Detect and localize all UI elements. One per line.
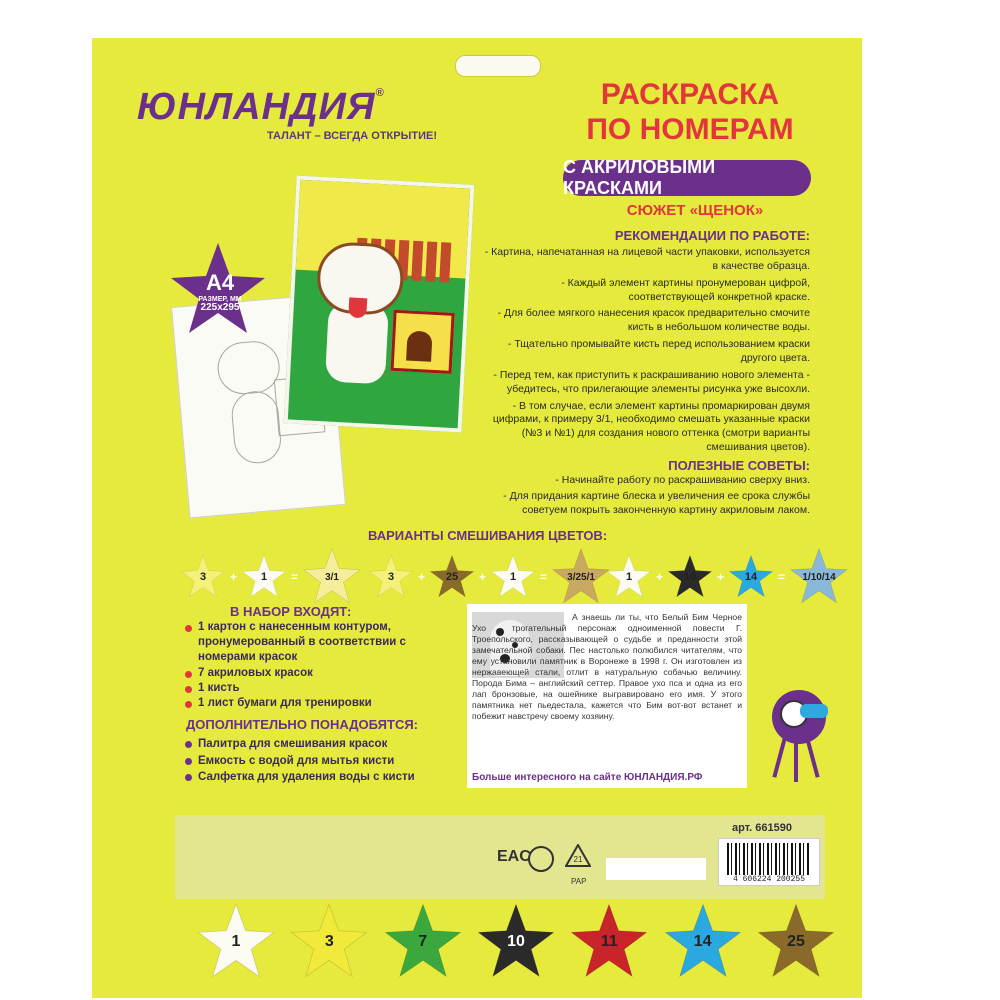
list-item: 7 акриловых красок	[185, 666, 465, 681]
mix-result-star	[789, 547, 849, 607]
recycle-code: 21	[573, 855, 583, 864]
title-line-1: РАСКРАСКА	[600, 78, 780, 111]
equals-sign: =	[540, 570, 548, 584]
list-item: - Тщательно промывайте кисть перед использованием краски другого цвета.	[507, 338, 810, 365]
recycle-icon	[565, 844, 591, 868]
paint-star	[196, 902, 276, 982]
list-item: - Для придания картине блеска и увеличения ее срока службы советуем покрыть законченную картину акриловым лаком.	[503, 489, 810, 516]
mix-result-star	[551, 547, 611, 607]
paint-star	[383, 902, 463, 982]
colored-sample-card	[284, 176, 475, 433]
star-number: 3	[387, 571, 395, 583]
blank-label-box	[606, 858, 706, 880]
age-warning-icon	[528, 846, 554, 872]
extra-list	[185, 736, 465, 786]
star-number: 14	[744, 571, 758, 583]
website-link[interactable]: Больше интересного на сайте ЮНЛАНДИЯ.РФ	[472, 772, 703, 783]
tips-heading: ПОЛЕЗНЫЕ СОВЕТЫ:	[668, 458, 810, 473]
star-number: 11	[600, 933, 618, 950]
star-number: 10	[507, 933, 525, 950]
format-badge: А4 РАЗМЕР, ММ 225х295	[198, 270, 242, 313]
list-item: - Картина, напечатанная на лицевой части упаковки, используется в качестве образца.	[484, 246, 810, 272]
star-number: 25	[787, 933, 805, 950]
brand-name: ЮНЛАНДИЯ®	[137, 86, 385, 128]
recycle-label: PAP	[571, 877, 587, 886]
mix-part-star	[606, 554, 652, 600]
mascot-character	[766, 676, 834, 796]
star-number: 7	[418, 933, 428, 950]
list-item: - В том случае, если элемент картины промаркирован двумя цифрами, к примеру 3/1, необходимо смешать указанные краски (№3 и №1) для создания нового оттенка (смотри варианты смешивания цветов).	[492, 399, 810, 454]
mix-part-star	[667, 554, 713, 600]
recommendations-heading: РЕКОМЕНДАЦИИ ПО РАБОТЕ:	[614, 228, 810, 243]
mix-part-star	[490, 554, 536, 600]
equals-sign: =	[778, 570, 786, 584]
list-item: Салфетка для удаления воды с кисти	[185, 769, 465, 786]
paint-star	[476, 902, 556, 982]
star-number: 1	[260, 571, 268, 583]
mix-part-star	[429, 554, 475, 600]
star-number: 10	[683, 571, 697, 583]
mix-part-star	[180, 554, 226, 600]
star-number: 1/10/14	[802, 571, 836, 583]
paint-star	[569, 902, 649, 982]
star-number: 1	[625, 571, 633, 583]
mixing-heading: ВАРИАНТЫ СМЕШИВАНИЯ ЦВЕТОВ:	[368, 528, 608, 543]
star-number: 1	[231, 933, 241, 950]
set-heading: В НАБОР ВХОДЯТ:	[230, 604, 352, 619]
mix-result-star	[302, 547, 362, 607]
star-number: 3/25/1	[567, 571, 595, 583]
recommendations-list	[480, 246, 810, 458]
mix-part-star	[728, 554, 774, 600]
list-item: 1 лист бумаги для тренировки	[185, 696, 465, 711]
barcode-number: 4 606224 200255	[732, 875, 805, 884]
mix-part-star	[241, 554, 287, 600]
plus-sign: +	[717, 570, 725, 584]
mixing-group-3	[606, 552, 849, 602]
plus-sign: +	[418, 570, 426, 584]
star-number: 3	[324, 933, 334, 950]
star-number: 3	[199, 571, 207, 583]
paint-colors-row	[196, 902, 836, 982]
list-item: 1 кисть	[185, 681, 465, 696]
paint-star	[756, 902, 836, 982]
list-item: - Для более мягкого нанесения красок предварительно смочите кисть в небольшом количестве воды.	[497, 307, 810, 334]
plot-label: СЮЖЕТ «ЩЕНОК»	[626, 202, 764, 219]
product-title	[560, 78, 820, 147]
barcode	[718, 838, 820, 886]
brand-logo	[137, 88, 467, 142]
list-item: 1 картон с нанесенным контуром, пронумерованный в соответствии с номерами красок	[185, 620, 465, 666]
fact-text: А знаешь ли ты, что Белый Бим Черное Ухо - трогательный персонаж одноименной повести Г. Троепольского, рассказывающей о судьбе и преданности этой замечательной собаки. Пес настолько полюбился читателям, что ему установили памятник в Воронеже в 1998 г. Он изготовлен из нержавеющей стали, отлит в натуральную собачью величину. Порода Бима – английский сеттер. Правое ухо пса и одна из его лап бронзовые, на ошейнике выгравировано его имя. У этого памятника нет пьедестала, кажется что Бим вот-вот встанет и побежит навстречу своему хозяину.	[472, 612, 742, 721]
paint-star	[663, 902, 743, 982]
paint-star	[289, 902, 369, 982]
subtitle-pill: С АКРИЛОВЫМИ КРАСКАМИ	[563, 160, 811, 196]
mixing-group-1	[180, 552, 362, 602]
equals-sign: =	[291, 570, 299, 584]
star-number: 3/1	[325, 571, 339, 583]
article-number: арт. 661590	[732, 822, 792, 834]
plus-sign: +	[230, 570, 238, 584]
list-item: - Перед тем, как приступить к раскрашиванию нового элемента - убедитесь, что прилегающие элементы рисунка уже высохли.	[493, 368, 810, 395]
title-line-2: ПО НОМЕРАМ	[586, 112, 794, 146]
set-list	[185, 620, 465, 711]
brand-tagline: ТАЛАНТ – ВСЕГДА ОТКРЫТИЕ!	[267, 130, 437, 142]
star-number: 25	[445, 571, 459, 583]
list-item: Емкость с водой для мытья кисти	[185, 753, 465, 770]
list-item: - Каждый элемент картины пронумерован цифрой, соответствующей конкретной краске.	[561, 276, 810, 303]
eac-mark: EAC	[497, 848, 531, 865]
mix-part-star	[368, 554, 414, 600]
extra-heading: ДОПОЛНИТЕЛЬНО ПОНАДОБЯТСЯ:	[186, 717, 419, 732]
list-item: Палитра для смешивания красок	[185, 736, 465, 753]
plus-sign: +	[479, 570, 487, 584]
star-number: 1	[509, 571, 517, 583]
plus-sign: +	[656, 570, 664, 584]
hang-hole	[455, 55, 541, 77]
tips-list	[460, 474, 810, 520]
mixing-group-2	[368, 552, 611, 602]
list-item: - Начинайте работу по раскрашиванию сверху вниз.	[555, 474, 810, 486]
star-number: 14	[693, 933, 712, 950]
